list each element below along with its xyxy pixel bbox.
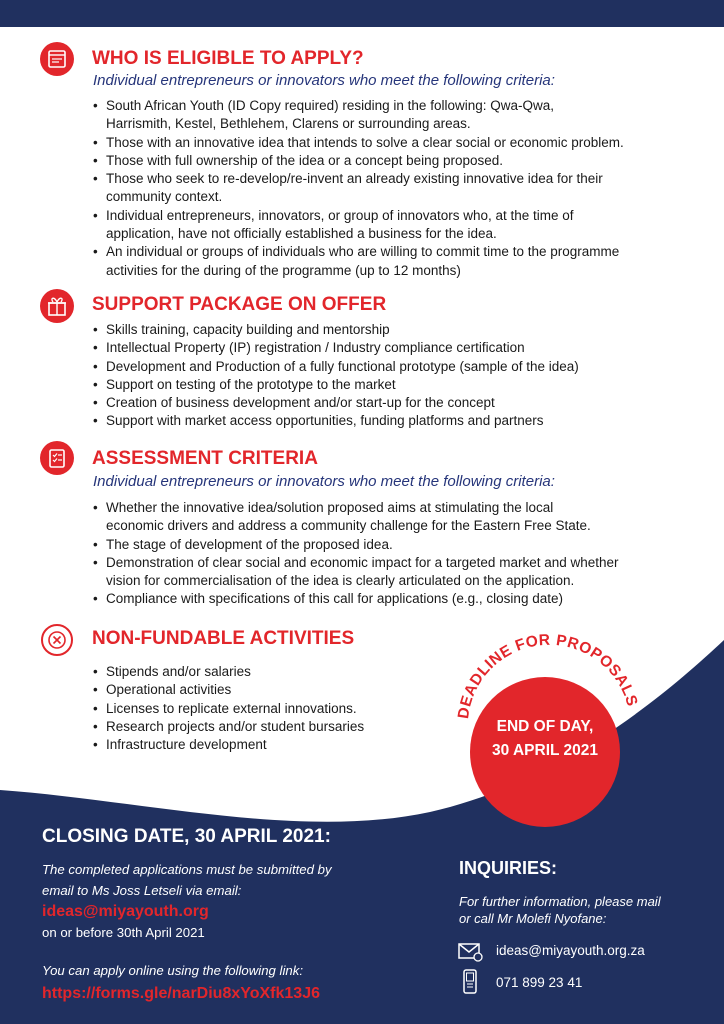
eligibility-list — [93, 97, 624, 280]
deadline-line2: 30 APRIL 2021 — [492, 742, 598, 759]
inquiries-email[interactable]: ideas@miyayouth.org.za — [496, 943, 645, 958]
list-item-line: Whether the innovative idea/solution proposed aims at stimulating the local — [106, 500, 554, 515]
list-item — [93, 499, 619, 536]
inquiries-title: INQUIRIES: — [459, 858, 558, 878]
list-item-line: community context. — [106, 189, 223, 205]
nonfundable-title: NON-FUNDABLE ACTIVITIES — [92, 628, 355, 649]
list-item-line: Those with full ownership of the idea or a concept being proposed. — [106, 152, 503, 168]
assessment-subtitle: Individual entrepreneurs or innovators who meet the following criteria: — [93, 473, 555, 490]
list-item-line: Support with market access opportunities, funding platforms and partners — [106, 413, 544, 429]
list-item — [93, 207, 624, 244]
phone-icon — [457, 969, 483, 995]
assessment-title: ASSESSMENT CRITERIA — [92, 448, 318, 469]
list-item-line: South African Youth (ID Copy required) residing in the following: Qwa-Qwa, — [106, 98, 554, 113]
list-item-line: Development and Production of a fully functional prototype (sample of the idea) — [106, 358, 579, 374]
deadline-badge — [470, 677, 620, 827]
list-item — [93, 536, 619, 554]
mail-icon — [457, 938, 483, 964]
list-item-line: An individual or groups of individuals who are willing to commit time to the programme — [106, 244, 620, 260]
inquiries-text-line1: For further information, please mail — [459, 894, 661, 909]
list-item-line: Compliance with specifications of this call for applications (e.g., closing date) — [106, 591, 563, 607]
apply-online-text: You can apply online using the following link: — [42, 963, 303, 978]
list-item — [93, 134, 624, 152]
list-item — [93, 394, 579, 412]
list-item — [93, 412, 579, 430]
list-item-line: Those who seek to re-develop/re-invent an already existing innovative idea for their — [106, 171, 603, 187]
list-item — [93, 170, 624, 207]
list-item-line: Research projects and/or student bursaries — [106, 718, 365, 734]
list-item-line: The stage of development of the proposed idea. — [106, 536, 393, 552]
list-item-line: Demonstration of clear social and economic impact for a targeted market and whether — [106, 554, 619, 570]
list-item-line: Creation of business development and/or start-up for the concept — [106, 395, 495, 411]
closing-instruction-line2: email to Ms Joss Letseli via email: — [42, 883, 242, 898]
list-item — [93, 590, 619, 608]
list-item — [93, 736, 364, 754]
list-item-line: Skills training, capacity building and mentorship — [106, 322, 390, 337]
list-item-line: Infrastructure development — [106, 737, 267, 753]
list-item — [93, 554, 619, 591]
list-item — [93, 681, 364, 699]
list-item-line: Those with an innovative idea that intends to solve a clear social or economic problem. — [106, 134, 624, 150]
inquiries-phone[interactable]: 071 899 23 41 — [496, 975, 583, 990]
list-item — [93, 243, 624, 280]
eligibility-subtitle: Individual entrepreneurs or innovators who meet the following criteria: — [93, 72, 555, 89]
deadline-line1: END OF DAY, — [496, 718, 594, 735]
list-item — [93, 358, 579, 376]
support-title: SUPPORT PACKAGE ON OFFER — [92, 294, 387, 315]
list-item-line: activities for the during of the programme (up to 12 months) — [106, 262, 461, 278]
list-item-line: Licenses to replicate external innovations. — [106, 700, 357, 716]
list-item — [93, 663, 364, 681]
close-circle-icon — [40, 623, 74, 657]
list-item-line: economic drivers and address a community challenge for the Eastern Free State. — [106, 518, 591, 534]
closing-instruction-line1: The completed applications must be submitted by — [42, 862, 332, 877]
list-item-line: Support on testing of the prototype to the market — [106, 376, 396, 392]
eligibility-title: WHO IS ELIGIBLE TO APPLY? — [92, 48, 364, 69]
list-item — [93, 718, 364, 736]
list-item — [93, 700, 364, 718]
nonfundable-list — [93, 663, 364, 754]
list-item-line: vision for commercialisation of the idea is clearly articulated on the application. — [106, 573, 575, 589]
closing-before-text: on or before 30th April 2021 — [42, 925, 205, 940]
list-item — [93, 97, 624, 134]
apply-online-link[interactable]: https://forms.gle/narDiu8xYoXfk13J6 — [42, 985, 320, 1002]
checklist-icon — [40, 441, 74, 475]
list-item — [93, 339, 579, 357]
list-item-line: Individual entrepreneurs, innovators, or group of innovators who, at the time of — [106, 207, 574, 223]
list-item — [93, 152, 624, 170]
assessment-list — [93, 499, 619, 609]
submission-email-link[interactable]: ideas@miyayouth.org — [42, 903, 209, 920]
list-item-line: application, have not officially established a business for the idea. — [106, 226, 497, 242]
support-list — [93, 321, 579, 431]
inquiries-text-line2: or call Mr Molefi Nyofane: — [459, 911, 607, 926]
list-item — [93, 376, 579, 394]
list-item-line: Stipends and/or salaries — [106, 664, 251, 679]
list-item-line: Intellectual Property (IP) registration / Industry compliance certification — [106, 340, 525, 356]
list-item-line: Harrismith, Kestel, Bethlehem, Clarens or surrounding areas. — [106, 116, 471, 132]
closing-title: CLOSING DATE, 30 APRIL 2021: — [42, 826, 331, 847]
list-item-line: Operational activities — [106, 682, 232, 698]
document-icon — [40, 42, 74, 76]
list-item — [93, 321, 579, 339]
gift-icon — [40, 289, 74, 323]
deadline-arc-text: DEADLINE FOR PROPOSALS — [455, 631, 641, 720]
